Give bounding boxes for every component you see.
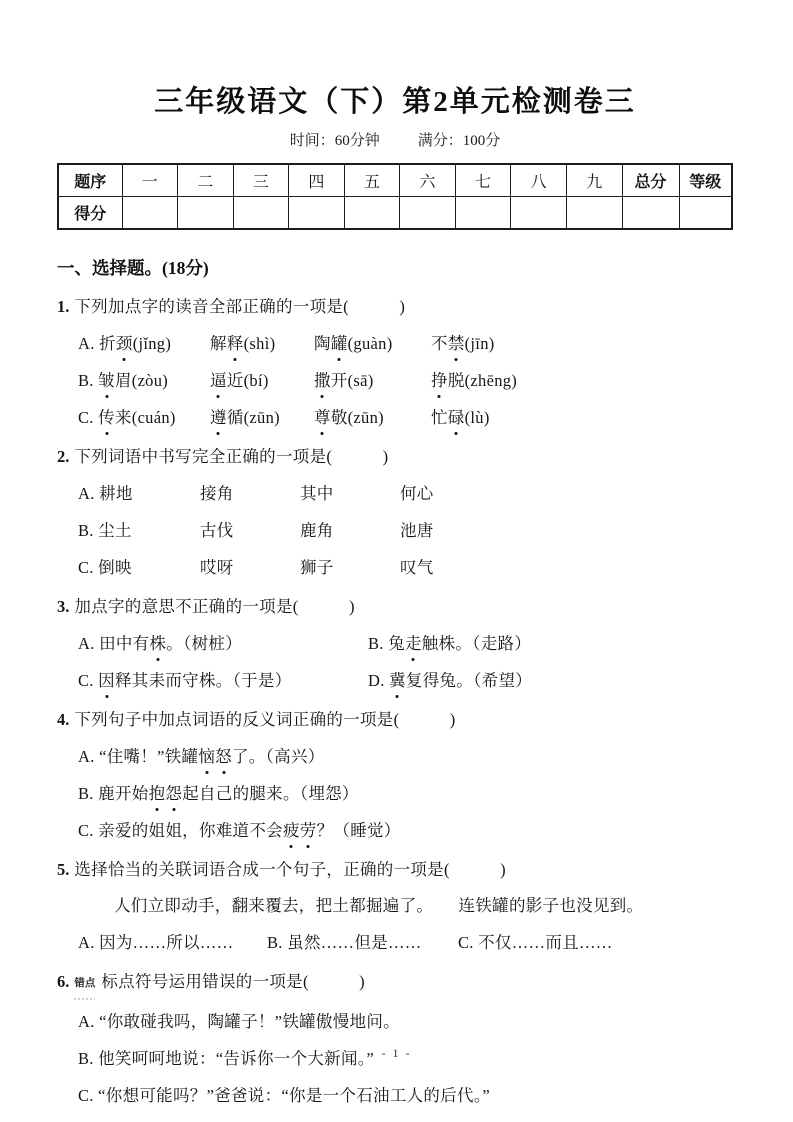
option: B. 兔走触株。（走路） [368,632,733,656]
score-input-cell [344,197,400,230]
question-6 [57,970,733,1108]
score-input-cell [233,197,289,230]
score-input-cell [400,197,456,230]
emphasis-dot-char: 劳 [300,819,317,843]
option-row [78,1084,733,1108]
score-table-header-row [58,164,732,197]
question-number: 5. [57,860,70,879]
score-input-cell [455,197,511,230]
option: 其中 [300,484,334,503]
option-row [78,332,733,356]
option: A. 折颈(jǐng) [78,332,210,356]
option: B. 他笑呵呵地说：“告诉你一个大新闻。” [78,1049,374,1068]
error-point-badge: 错点 [74,972,95,996]
question-stem [57,595,733,619]
option: 鹿角 [300,521,334,540]
emphasis-dot-char: 株 [149,632,166,656]
score-header-cell: 题序 [58,164,122,197]
emphasis-dot-char: 怨 [165,782,182,806]
score-input-cell [622,197,679,230]
score-header-cell: 总分 [622,164,679,197]
score-input-cell [566,197,622,230]
score-input-cell [178,197,234,230]
question-number: 2. [57,447,70,466]
question-2 [57,445,733,580]
option-row [78,819,733,843]
question-number: 3. [57,597,70,616]
question-stem-text: 标点符号运用错误的一项是( ) [101,972,365,991]
options [78,745,733,843]
emphasis-dot-char: 颈 [116,332,133,356]
emphasis-dot-char: 罐 [331,332,348,356]
emphasis-dot-char: 逼 [210,369,227,393]
option: 古伐 [200,521,234,540]
paper-meta [57,129,733,150]
score-header-cell: 七 [455,164,511,197]
option-row [78,669,733,693]
option: 哎呀 [200,558,234,577]
question-stem-text: 下列词语中书写完全正确的一项是( ) [74,447,389,466]
option: A. “住嘴！”铁罐恼怒了。（高兴） [78,745,733,769]
option: D. 冀复得兔。（希望） [368,669,733,693]
score-header-cell: 二 [178,164,234,197]
page-number: - 1 - [381,1046,412,1060]
score-header-cell: 一 [122,164,178,197]
option: 挣脱(zhēng) [431,369,733,393]
question-1 [57,295,733,430]
score-header-cell: 五 [344,164,400,197]
emphasis-dot-char: 疲 [283,819,300,843]
option-row [78,745,733,769]
options [78,332,733,430]
option: C. 传来(cuán) [78,406,210,430]
emphasis-dot-char: 撒 [314,369,331,393]
option: 何心 [400,484,434,503]
score-table-score-row [58,197,732,230]
emphasis-dot-char: 挣 [431,369,448,393]
page-title: 三年级语文（下）第2单元检测卷三 [154,86,636,118]
option: 忙碌(lù) [431,406,733,430]
option: C. 倒映 [78,558,132,577]
options [78,482,733,580]
score-header-cell: 八 [511,164,567,197]
emphasis-dot-char: 禁 [448,332,465,356]
question-number: 4. [57,710,70,729]
question-stem [57,858,733,882]
emphasis-dot-char: 皱 [98,369,115,393]
emphasis-dot-char: 尊 [314,406,331,430]
section-title: 一、选择题。(18分) [57,258,209,278]
option-row [78,632,733,656]
option: 撒开(sā) [314,369,431,393]
emphasis-dot-char: 怒 [215,745,232,769]
score-input-cell [289,197,345,230]
score-header-cell: 三 [233,164,289,197]
score-header-cell: 九 [566,164,622,197]
question-stem [57,445,733,469]
option: B. 虽然……但是…… [267,933,422,952]
score-header-cell: 六 [400,164,456,197]
option: A. “你敢碰我吗，陶罐子！”铁罐傲慢地问。 [78,1012,400,1031]
option-row [78,556,733,580]
question-stem-text: 下列句子中加点词语的反义词正确的一项是( ) [74,710,456,729]
option: 遵循(zūn) [210,406,314,430]
score-input-cell [122,197,178,230]
option: C. 因释其耒而守株。（于是） [78,669,368,693]
option-row [78,482,733,506]
question-stem [57,970,733,997]
emphasis-dot-char: 恼 [198,745,215,769]
options [78,632,733,693]
option-row [78,406,733,430]
question-3 [57,595,733,693]
q5-sentence: 人们立即动手，翻来覆去，把土都掘遍了。 连铁罐的影子也没见到。 [114,896,644,915]
option: B. 鹿开始抱怨起自己的腿来。（埋怨） [78,782,733,806]
question-number: 6. [57,972,70,991]
emphasis-dot-char: 冀 [389,669,406,693]
option: 尊敬(zūn) [314,406,431,430]
question-stem-text: 选择恰当的关联词语合成一个句子，正确的一项是( ) [74,860,506,879]
emphasis-dot-char: 传 [98,406,115,430]
option: 不禁(jīn) [431,332,733,356]
score-input-cell [511,197,567,230]
option: 池唐 [400,521,434,540]
option: A. 田中有株。（树桩） [78,632,368,656]
option: C. “你想可能吗？”爸爸说：“你是一个石油工人的后代。” [78,1086,490,1105]
emphasis-dot-char: 释 [227,332,244,356]
score-table [57,163,733,230]
question-4 [57,708,733,843]
option: A. 因为……所以…… [78,933,234,952]
option: 解释(shì) [210,332,314,356]
score-row-label: 得分 [58,197,122,230]
emphasis-dot-char: 遵 [210,406,227,430]
option: 陶罐(guàn) [314,332,431,356]
option-row [78,782,733,806]
option: B. 皱眉(zòu) [78,369,210,393]
score-input-cell [679,197,732,230]
option: A. 耕地 [78,484,133,503]
option: 叹气 [400,558,434,577]
question-number: 1. [57,297,70,316]
score-header-cell: 四 [289,164,345,197]
option-row [78,519,733,543]
question-5 [57,858,733,955]
option-row [78,369,733,393]
option: C. 不仅……而且…… [458,933,613,952]
option: C. 亲爱的姐姐，你难道不会疲劳？（睡觉） [78,819,733,843]
option: 接角 [200,484,234,503]
time-limit: 时间：60分钟 [289,133,380,149]
option-row [78,931,733,955]
score-header-cell: 等级 [679,164,732,197]
option: B. 尘土 [78,521,132,540]
emphasis-dot-char: 走 [405,632,422,656]
question-stem [57,708,733,732]
option: 逼近(bí) [210,369,314,393]
question-stem [57,295,733,319]
option-row [78,1010,733,1034]
option: 狮子 [300,558,334,577]
emphasis-dot-char: 因 [98,669,115,693]
question-stem-text: 下列加点字的读音全部正确的一项是( ) [74,297,406,316]
options [78,931,733,955]
emphasis-dot-char: 抱 [149,782,166,806]
full-score: 满分：100分 [417,133,501,149]
emphasis-dot-char: 碌 [448,406,465,430]
question-stem-text: 加点字的意思不正确的一项是( ) [74,597,355,616]
